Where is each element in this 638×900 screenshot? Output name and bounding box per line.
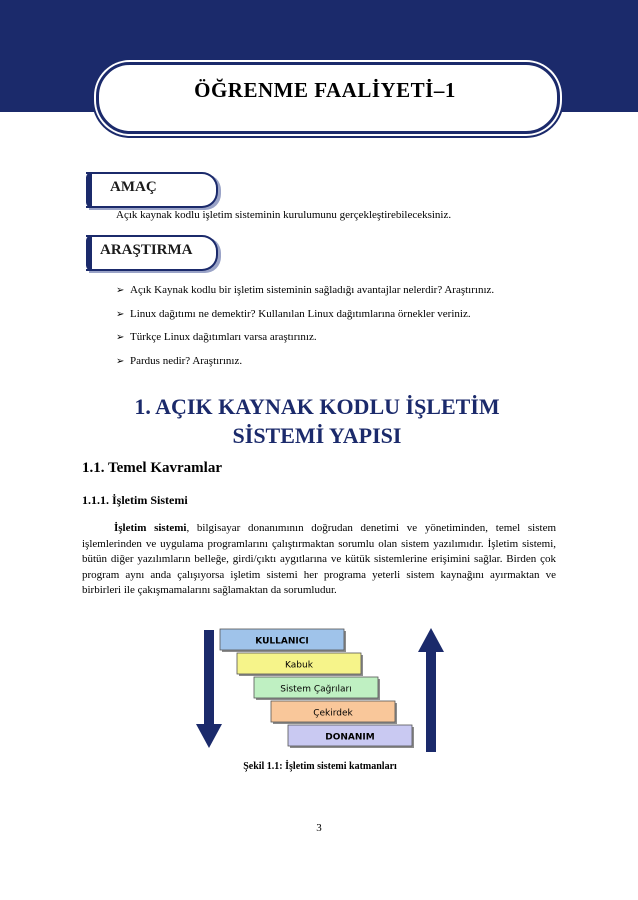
body-paragraph: İşletim sistemi, bilgisayar donanımının doğrudan denetimi ve yönetiminden, temel sistem işlemlerinden ve uygulama programlarını çalıştırmaktan sorumlu olan sistem yazılımıdır. İşletim sistemi, bütün diğer yazılımların belleğe, girdi/çıktı aygıtlarına ve kütük sistemlerine erişimini sağlar. Birden çok program aynı anda çalışıyorsa işletim sistemi her programa yeterli sistem kaynağını ayırmaktan ve birbirleri ile çakışmamalarını sağlamaktan da sorumludur.: [82, 522, 557, 596]
list-item: ➢ Pardus nedir? Araştırınız.: [116, 355, 243, 367]
layer-label: DONANIM: [325, 732, 375, 743]
section-heading: 1.1. Temel Kavramlar: [82, 460, 222, 476]
subsection-heading: 1.1.1. İşletim Sistemi: [82, 493, 188, 507]
page-title: ÖĞRENME FAALİYETİ–1: [194, 78, 456, 102]
arrow-bullet-icon: ➢: [116, 332, 125, 343]
layer-3: [254, 677, 380, 700]
os-layers-figure: [190, 624, 450, 754]
page-number: 3: [316, 822, 322, 834]
layer-4: [271, 701, 397, 724]
arrow-bullet-icon: ➢: [116, 309, 125, 320]
layer-1: [220, 629, 346, 652]
layer-label: KULLANICI: [255, 636, 309, 647]
list-item: ➢ Açık Kaynak kodlu bir işletim sisteminin sağladığı avantajlar nelerdir? Araştırınız.: [116, 284, 495, 296]
figure-caption: Şekil 1.1: İşletim sistemi katmanları: [243, 761, 397, 772]
down-arrow: [196, 630, 222, 748]
list-item: ➢ Türkçe Linux dağıtımları varsa araştırınız.: [116, 331, 317, 343]
arastirma-label: ARAŞTIRMA: [100, 242, 193, 258]
chapter-title: 1. AÇIK KAYNAK KODLU İŞLETİM SİSTEMİ YAPISI: [134, 394, 500, 448]
layer-2: [237, 653, 363, 676]
arrow-bullet-icon: ➢: [116, 356, 125, 367]
term: İşletim sistemi: [114, 522, 187, 534]
layer-label: Çekirdek: [313, 708, 353, 719]
layer-label: Kabuk: [285, 660, 313, 671]
layer-5: [288, 725, 414, 748]
amac-text: Açık kaynak kodlu işletim sisteminin kurulumunu gerçekleştirebileceksiniz.: [116, 209, 452, 221]
amac-label: AMAÇ: [110, 179, 157, 195]
arrow-bullet-icon: ➢: [116, 285, 125, 296]
list-item: ➢ Linux dağıtımı ne demektir? Kullanılan Linux dağıtımlarına örnekler veriniz.: [116, 308, 471, 320]
layer-label: Sistem Çağrıları: [280, 684, 352, 695]
up-arrow: [418, 628, 444, 752]
